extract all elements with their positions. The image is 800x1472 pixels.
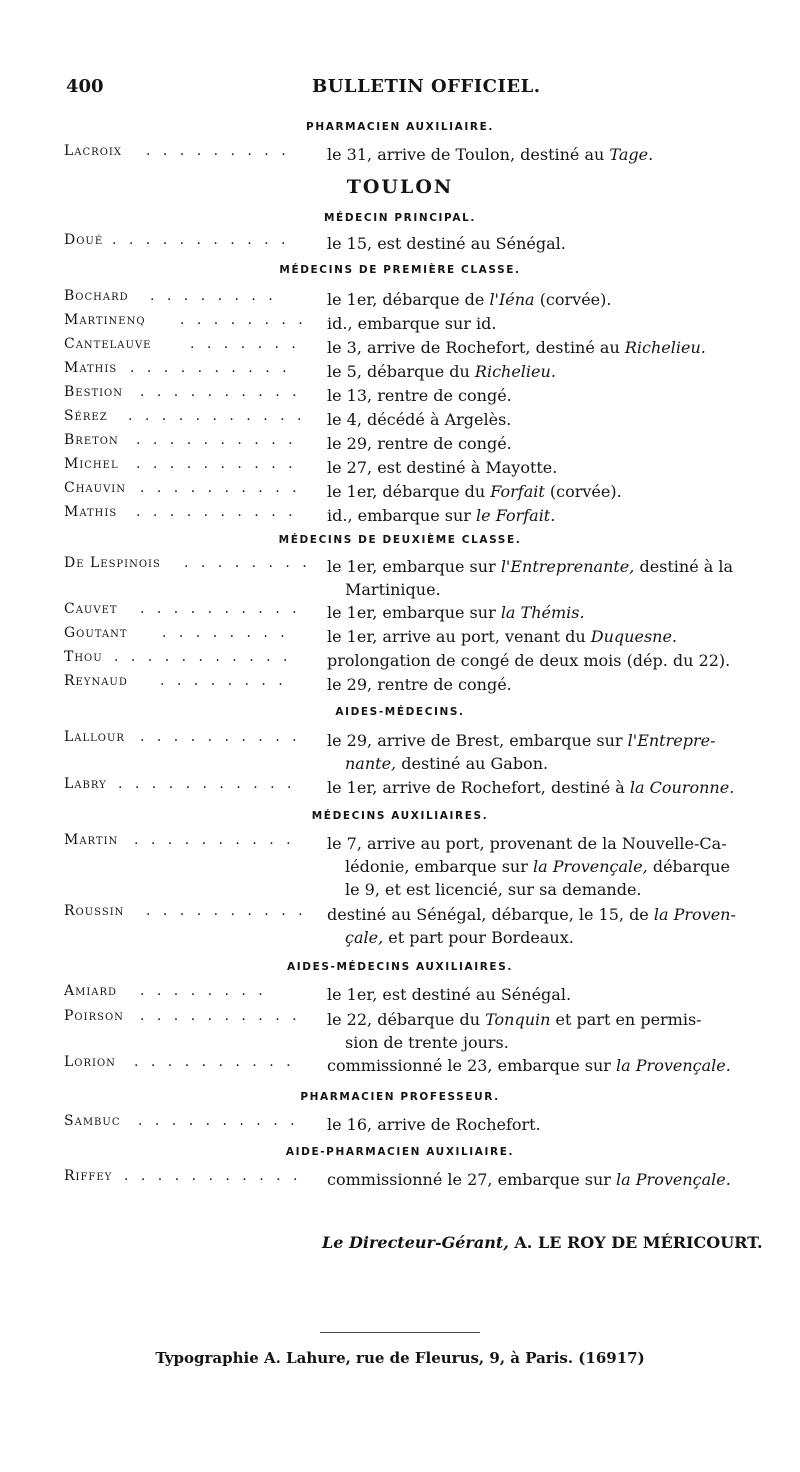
entry-text: id., embarque sur id.: [327, 314, 497, 333]
entry-text: le 1er, est destiné au Sénégal.: [327, 985, 572, 1004]
signature-label: Le Directeur-Gérant,: [322, 1233, 509, 1252]
entry-text: le 22, débarque du Tonquin et part en permis- sion de trente jours.: [327, 1010, 702, 1052]
page-header: [66, 76, 746, 102]
entry-text: le 15, est destiné au Sénégal.: [327, 234, 566, 253]
entry-name: Poirson: [64, 1008, 124, 1024]
entry-text: le 1er, arrive au port, venant du Duquesne.: [327, 627, 678, 646]
entry-name: Martin: [64, 832, 119, 848]
section-heading: AIDES-MÉDECINS.: [335, 706, 465, 718]
section-heading: AIDES-MÉDECINS AUXILIAIRES.: [287, 961, 513, 973]
entry-name: Thou: [64, 649, 103, 665]
section-heading: MÉDECINS DE PREMIÈRE CLASSE.: [279, 264, 521, 276]
entry-name: Martinenq: [64, 312, 146, 328]
entry-text: commissionné le 23, embarque sur la Provençale.: [327, 1056, 731, 1075]
entry-name: Roussin: [64, 903, 125, 919]
entry-text: prolongation de congé de deux mois (dép. du 22).: [327, 651, 731, 670]
entry-text: le 5, débarque du Richelieu.: [327, 362, 556, 381]
entry-text: le 1er, débarque du Forfait (corvée).: [327, 482, 622, 501]
running-title: BULLETIN OFFICIEL.: [312, 76, 541, 97]
city-heading: TOULON: [346, 176, 454, 198]
entry-name: Doué: [64, 232, 104, 248]
entry-text: le 1er, débarque de l'Iéna (corvée).: [327, 290, 612, 309]
section-heading: PHARMACIEN PROFESSEUR.: [300, 1091, 500, 1103]
entry-name: Riffey: [64, 1168, 113, 1184]
entry-name: Michel: [64, 456, 119, 472]
section-heading: MÉDECINS AUXILIAIRES.: [311, 810, 489, 822]
entry-text: id., embarque sur le Forfait.: [327, 506, 556, 525]
printer-imprint: Typographie A. Lahure, rue de Fleurus, 9, à Paris. (16917): [155, 1349, 645, 1367]
entry-name: Amiard: [64, 983, 118, 999]
entry-text: commissionné le 27, embarque sur la Provençale.: [327, 1170, 731, 1189]
page-number: 400: [66, 76, 104, 97]
entry-name: Bochard: [64, 288, 129, 304]
entry-name: Lallour: [64, 729, 125, 745]
entry-name: Reynaud: [64, 673, 128, 689]
entry-text: le 3, arrive de Rochefort, destiné au Richelieu.: [327, 338, 706, 357]
entry-text: le 29, rentre de congé.: [327, 675, 512, 694]
section-heading: MÉDECINS DE DEUXIÈME CLASSE.: [278, 534, 522, 546]
signature: [322, 1233, 763, 1252]
entry-name: Sambuc: [64, 1113, 121, 1129]
document-page: 400 BULLETIN OFFICIEL. PHARMACIEN AUXILIAIRE. Lacroix . . . . . . . . . le 31, arrive de Toulon, destiné au Tage. TOULON MÉDECIN PRINCIPAL. Doué . . . . . . . . . . . le 15, est destiné au Sénégal. MÉDECINS DE PREMIÈRE CLASSE. Bochard . . . . . . . . le 1er, débarque de l'Iéna (corvée). Martinenq . . . . . . . . id., embarque sur id. Cantelauve . . . . . . . le 3, arrive de Rochefort, destiné au Richelieu. Mathis . . . . . . . . . . le 5, débarque du Richelieu. Bestion . . . . . . . . . . le 13, rentre de congé. Sérez . . . . . . . . . . . le 4, décédé à Argelès. Breton . . . . . . . . . . le 29, rentre de congé. Michel . . . . . . . . . . le 27, est destiné à Mayotte. Chauvin . . . . . . . . . . le 1er, débarque du Forfait (corvée). Mathis . . . . . . . . . . id., embarque sur le Forfait. MÉDECINS DE DEUXIÈME CLASSE. De Lespinois . . . . . . . . le 1er, embarque sur l'Entreprenante, destiné à la Martinique. Cauvet . . . . . . . . . . le 1er, embarque sur la Thémis. Goutant . . . . . . . . le 1er, arrive au port, venant du Duquesne. Thou . . . . . . . . . . . prolongation de congé de deux mois (dép. du 22). Reynaud . . . . . . . . le 29, rentre de congé. AIDES-MÉDECINS. Lallour . . . . . . . . . . le 29, arrive de Brest, embarque sur l'Entrepre- nante, destiné au Gabon. Labry . . . . . . . . . . . le 1er, arrive de Rochefort, destiné à la Couronne. MÉDECINS AUXILIAIRES. Martin . . . . . . . . . . le 7, arrive au port, provenant de la Nouvelle-Ca- lédonie, embarque sur la Provençale, débarque le 9, et est licencié, sur sa demande. Roussin . . . . . . . . . . destiné au Sénégal, débarque, le 15, de la Proven- çale, et part pour Bordeaux. AIDES-MÉDECINS AUXILIAIRES. Amiard . . . . . . . . le 1er, est destiné au Sénégal. Poirson . . . . . . . . . . le 22, débarque du Tonquin et part en permis- sion de trente jours. Lorion . . . . . . . . . . commissionné le 23, embarque sur la Provençale. PHARMACIEN PROFESSEUR. Sambuc . . . . . . . . . . le 16, arrive de Rochefort. AIDE-PHARMACIEN AUXILIAIRE. Riffey . . . . . . . . . . . commissionné le 27, embarque sur la Provençale. Le Directeur-Gérant, A. LE ROY DE MÉRICOURT. Typographie A. Lahure, rue de Fleurus, 9, à Paris. (16917): [0, 0, 800, 1472]
entry-text: le 16, arrive de Rochefort.: [327, 1115, 541, 1134]
entry-text: le 13, rentre de congé.: [327, 386, 512, 405]
section-heading: MÉDECIN PRINCIPAL.: [324, 212, 476, 224]
entry-name: Bestion: [64, 384, 124, 400]
entry-text: le 1er, embarque sur la Thémis.: [327, 603, 585, 622]
entry-text: le 7, arrive au port, provenant de la Nouvelle-Ca- lédonie, embarque sur la Provençale, débarque le 9, et est licencié, sur sa demande.: [327, 834, 730, 899]
entry-name: Chauvin: [64, 480, 127, 496]
entry-name: Mathis: [64, 504, 118, 520]
entry-text: le 29, arrive de Brest, embarque sur l'Entrepre- nante, destiné au Gabon.: [327, 731, 716, 773]
entry-name: Sérez: [64, 408, 108, 424]
entry-text: le 31, arrive de Toulon, destiné au Tage.: [327, 145, 654, 164]
entry-text: le 1er, arrive de Rochefort, destiné à la Couronne.: [327, 778, 735, 797]
entry-text: le 27, est destiné à Mayotte.: [327, 458, 558, 477]
entry-name: Mathis: [64, 360, 118, 376]
entry-name: Breton: [64, 432, 119, 448]
section-heading: AIDE-PHARMACIEN AUXILIAIRE.: [285, 1146, 515, 1158]
entry-name: Lacroix: [64, 143, 122, 159]
entry-text: le 1er, embarque sur l'Entreprenante, destiné à la Martinique.: [327, 557, 734, 599]
section-heading: PHARMACIEN AUXILIAIRE.: [306, 121, 494, 133]
divider: [320, 1332, 480, 1333]
entry-name: Lorion: [64, 1054, 116, 1070]
entry-name: Labry: [64, 776, 107, 792]
entry-name: Cauvet: [64, 601, 118, 617]
entry-text: le 29, rentre de congé.: [327, 434, 512, 453]
entry-name: Goutant: [64, 625, 128, 641]
entry-text: destiné au Sénégal, débarque, le 15, de la Proven- çale, et part pour Bordeaux.: [327, 905, 736, 947]
entry-text: le 4, décédé à Argelès.: [327, 410, 512, 429]
entry-name: De Lespinois: [64, 555, 161, 571]
signature-name: A. LE ROY DE MÉRICOURT.: [514, 1233, 763, 1252]
entry-name: Cantelauve: [64, 336, 152, 352]
